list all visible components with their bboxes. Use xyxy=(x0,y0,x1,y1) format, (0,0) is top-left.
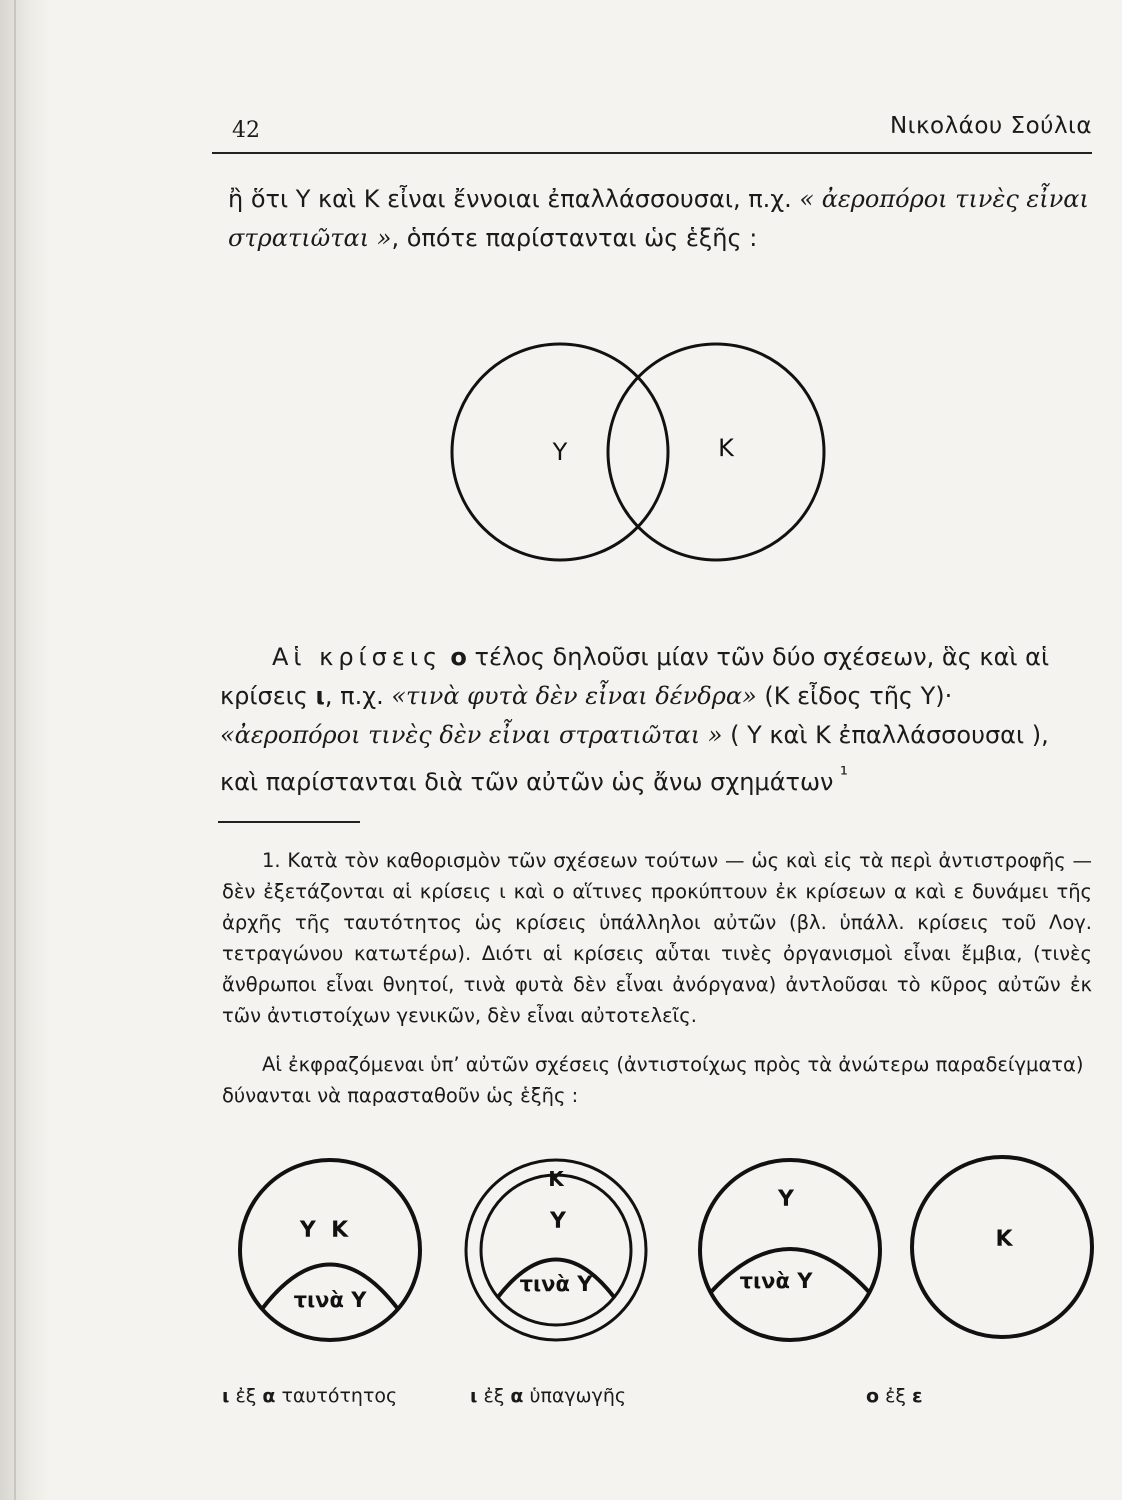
footnote-paragraph-1: 1. Κατὰ τὸν καθορισμὸν τῶν σχέσεων τούτων — ὡς καὶ εἰς τὰ περὶ ἀντιστροφῆς — δὲν ἐξετάζονται αἱ κρίσεις ι καὶ ο αἵτινες προκύπτουν ἐκ κρίσεων α καὶ ε δυνάμει τῆς ἀρχῆς τῆς ταυτότητος ὡς κρίσεις ὑπάλληλοι αὐτῶν (βλ. ὑπάλλ. κρίσεις τοῦ Λογ. τετραγώνου κατωτέρω). Διότι αἱ κρίσεις αὗται τινὲς ὀργανισμοὶ εἶναι ἔμβια, (τινὲς ἄνθρωποι εἶναι θνητοί, τινὰ φυτὰ δὲν εἶναι ἀνόργανα) ἀντλοῦσαι τὸ κῦρος αὐτῶν ἐκ τῶν ἀντιστοίχων γενικῶν, δὲν εἶναι αὐτοτελεῖς. xyxy=(222,849,1092,1027)
diagram2-inner-circle xyxy=(481,1175,631,1325)
venn-circle-right xyxy=(608,344,824,560)
venn-label-right: Κ xyxy=(718,434,734,462)
diagram-identity xyxy=(240,1160,420,1340)
caption-o-from-e xyxy=(866,1385,923,1407)
diagram2-outer-label: Κ xyxy=(548,1167,564,1191)
cap3-a: ο xyxy=(866,1385,880,1407)
cap3-b: ἐξ xyxy=(879,1385,913,1407)
p2-text-3: (Κ εἶδος τῆς Υ)· xyxy=(756,682,953,710)
diagram-three xyxy=(700,1160,880,1340)
p2-text-2: , π.χ. xyxy=(324,682,392,710)
cap1-a: ι xyxy=(222,1385,230,1407)
caption-subsumption xyxy=(470,1385,626,1407)
paragraph-o-judgements xyxy=(220,638,1092,802)
cap3-c: ε xyxy=(912,1385,923,1407)
diagram3-label: Υ xyxy=(778,1187,794,1212)
diagram1-top-labels: Υ Κ xyxy=(299,1218,349,1243)
venn-diagram xyxy=(452,344,824,560)
p1-text-b: , ὁπότε παρίστανται ὡς ἑξῆς : xyxy=(391,224,758,252)
cap2-c: α xyxy=(510,1385,524,1407)
caption-identity xyxy=(222,1385,397,1407)
cap1-c: α xyxy=(262,1385,276,1407)
p2-text-1: τέλος δηλοῦσι μίαν τῶν δύο σχέσεων, ἃς καὶ αἱ κρίσεις xyxy=(220,643,1050,710)
diagram-four xyxy=(912,1157,1092,1337)
p2-symbol-o: ο xyxy=(442,643,467,671)
p1-text-a: ἢ ὅτι Υ καὶ Κ εἶναι ἔννοιαι ἐπαλλάσσουσαι, π.χ. xyxy=(228,185,800,213)
p2-example-2: «ἀεροπόροι τινὲς δὲν εἶναι στρατιῶται » xyxy=(220,721,723,749)
footnote-paragraph-2: Αἱ ἐκφραζόμεναι ὑπ’ αὐτῶν σχέσεις (ἀντιστοίχως πρὸς τὰ ἀνώτερω παραδείγματα) δύνανται νὰ παρασταθοῦν ὡς ἑξῆς : xyxy=(222,1053,1084,1107)
cap2-a: ι xyxy=(470,1385,478,1407)
footnote-ref: ¹ xyxy=(833,762,848,786)
diagram1-segment-label: τινὰ Υ xyxy=(293,1288,367,1312)
cap2-d: ὑπαγωγῆς xyxy=(523,1385,627,1407)
cap2-b: ἐξ xyxy=(477,1385,511,1407)
p2-example-1: «τινὰ φυτὰ δὲν εἶναι δένδρα» xyxy=(391,682,757,710)
running-head-author: Νικολάου Σούλια xyxy=(889,113,1092,139)
diagram4-label: Κ xyxy=(995,1227,1013,1252)
page-number: 42 xyxy=(232,118,260,143)
cap1-b: ἐξ xyxy=(229,1385,263,1407)
diagram3-segment-label: τινὰ Υ xyxy=(739,1269,813,1293)
diagram2-segment-label: τινὰ Υ xyxy=(519,1272,593,1296)
cap1-d: ταυτότητος xyxy=(275,1385,398,1407)
diagram2-inner-label: Υ xyxy=(550,1209,566,1234)
p2-symbol-i: ι xyxy=(315,682,325,710)
footnote-rule xyxy=(218,821,360,823)
diagram1-circle xyxy=(240,1160,420,1340)
p1-example: « ἀεροπόροι τινὲς εἶναι στρατιῶται » xyxy=(228,185,1089,252)
diagram-subsumption xyxy=(466,1160,646,1340)
p2-lead: Αἱ κρίσεις xyxy=(272,643,443,671)
p2-text-4: ( Υ καὶ Κ ἐπαλλάσσουσαι ), καὶ παρίστανται διὰ τῶν αὐτῶν ὡς ἄνω σχημάτων xyxy=(220,721,1049,796)
venn-label-left: Υ xyxy=(552,438,568,466)
